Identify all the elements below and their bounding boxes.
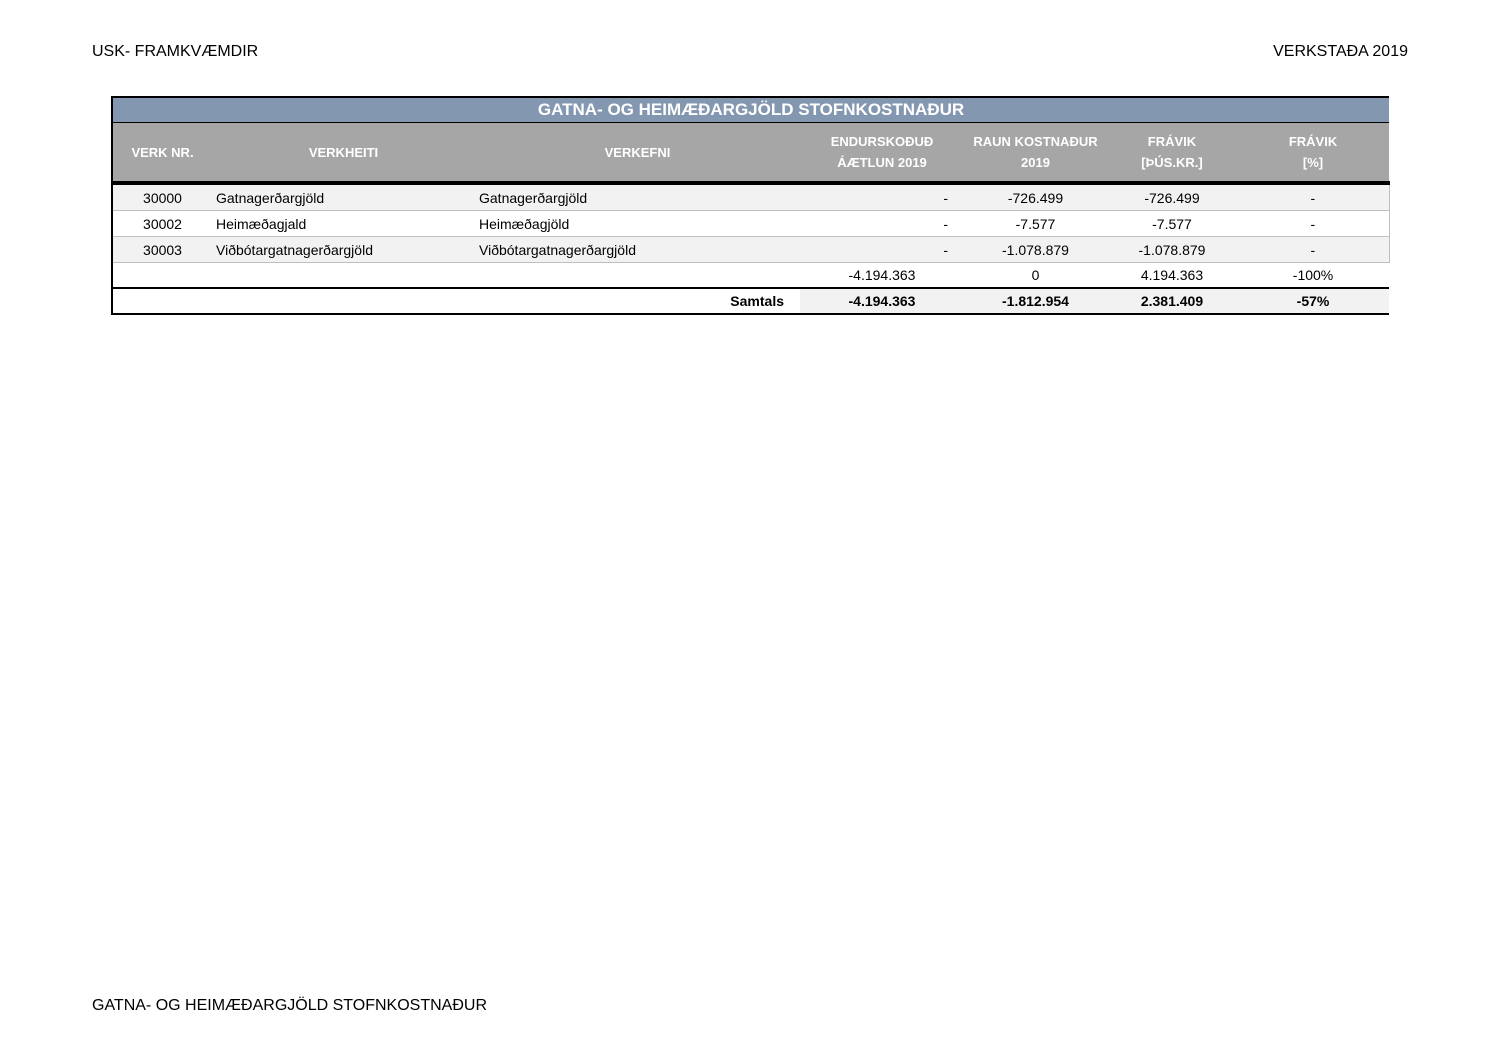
page-header-right: VERKSTAÐA 2019 — [1273, 43, 1408, 60]
total-fravik-pct: -57% — [1237, 288, 1389, 314]
empty-cell — [212, 288, 475, 314]
cell-fravik-kr: -7.577 — [1107, 211, 1237, 237]
col-header-fravik-pct-line1: FRÁVIK — [1288, 134, 1338, 149]
table-row — [112, 211, 1389, 237]
col-header-raun-line2: 2019 — [1021, 155, 1050, 170]
total-aaetlun: -4.194.363 — [800, 288, 964, 314]
cell-verk-nr: 30000 — [112, 183, 212, 211]
cell-verkheiti: Viðbótargatnagerðargjöld — [212, 237, 475, 263]
col-header-aaetlun-line1: ENDURSKOÐUÐ — [830, 134, 934, 149]
page-footer: GATNA- OG HEIMÆÐARGJÖLD STOFNKOSTNAÐUR — [92, 997, 487, 1014]
cell-verk-nr: 30002 — [112, 211, 212, 237]
col-header-raun — [964, 123, 1107, 184]
col-header-raun-line1: RAUN KOSTNAÐUR — [973, 134, 1098, 149]
col-header-verk-nr: VERK NR. — [112, 123, 212, 184]
col-header-fravik-kr-line2: [ÞÚS.KR.] — [1141, 155, 1203, 170]
total-label: Samtals — [475, 288, 800, 314]
empty-cell — [212, 263, 475, 289]
empty-cell — [475, 263, 800, 289]
cell-verkheiti: Gatnagerðargjöld — [212, 183, 475, 211]
table-row — [112, 183, 1389, 211]
col-header-verkefni: VERKEFNI — [475, 123, 800, 184]
empty-cell — [112, 288, 212, 314]
total-raun: -1.812.954 — [964, 288, 1107, 314]
table-title: GATNA- OG HEIMÆÐARGJÖLD STOFNKOSTNAÐUR — [112, 97, 1389, 123]
cell-verk-nr: 30003 — [112, 237, 212, 263]
cell-verkefni: Gatnagerðargjöld — [475, 183, 800, 211]
col-header-fravik-pct — [1237, 123, 1389, 184]
col-header-verkheiti: VERKHEITI — [212, 123, 475, 184]
col-header-aaetlun — [800, 123, 964, 184]
cell-aaetlun: - — [800, 211, 964, 237]
table-row — [112, 237, 1389, 263]
col-header-fravik-pct-line2: [%] — [1302, 155, 1324, 170]
cost-table-container — [111, 96, 1388, 315]
cost-table — [111, 96, 1390, 315]
cell-raun: -726.499 — [964, 183, 1107, 211]
cell-verkefni: Viðbótargatnagerðargjöld — [475, 237, 800, 263]
empty-cell — [112, 263, 212, 289]
page-header-left: USK- FRAMKVÆMDIR — [92, 43, 259, 60]
subtotal-fravik-pct: -100% — [1237, 263, 1389, 289]
table-title-row — [112, 97, 1389, 123]
subtotal-raun: 0 — [964, 263, 1107, 289]
cell-fravik-kr: -726.499 — [1107, 183, 1237, 211]
cell-fravik-pct: - — [1237, 237, 1389, 263]
subtotal-fravik-kr: 4.194.363 — [1107, 263, 1237, 289]
cell-verkheiti: Heimæðagjald — [212, 211, 475, 237]
total-fravik-kr: 2.381.409 — [1107, 288, 1237, 314]
table-header-row — [112, 123, 1389, 184]
cell-verkefni: Heimæðagjöld — [475, 211, 800, 237]
subtotal-row — [112, 263, 1389, 289]
cell-raun: -7.577 — [964, 211, 1107, 237]
cell-fravik-pct: - — [1237, 183, 1389, 211]
col-header-fravik-kr — [1107, 123, 1237, 184]
cell-aaetlun: - — [800, 183, 964, 211]
cell-fravik-kr: -1.078.879 — [1107, 237, 1237, 263]
cell-aaetlun: - — [800, 237, 964, 263]
col-header-fravik-kr-line1: FRÁVIK — [1147, 134, 1197, 149]
cell-raun: -1.078.879 — [964, 237, 1107, 263]
subtotal-aaetlun: -4.194.363 — [800, 263, 964, 289]
cell-fravik-pct: - — [1237, 211, 1389, 237]
col-header-aaetlun-line2: ÁÆTLUN 2019 — [837, 155, 927, 170]
total-row — [112, 288, 1389, 314]
